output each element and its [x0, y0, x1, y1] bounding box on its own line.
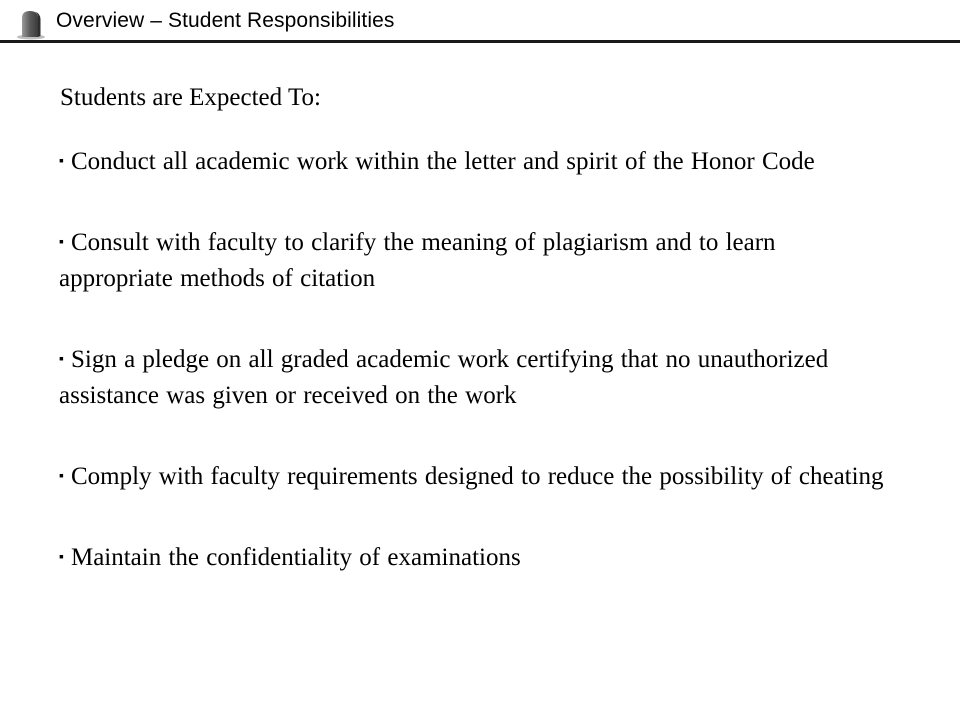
slide-header — [0, 0, 960, 44]
list-item-text: Comply with faculty requirements designed to reduce the possibility of cheating — [70, 463, 884, 490]
header-divider — [0, 40, 960, 43]
square-bullet-icon: ▪ — [59, 550, 64, 565]
list-item — [59, 225, 889, 297]
section-subtitle: Students are Expected To: — [60, 84, 321, 111]
list-item-text: Sign a pledge on all graded academic work certifying that no unauthorized assistance was given or received on the work — [59, 346, 829, 409]
square-bullet-icon: ▪ — [59, 154, 64, 169]
list-item — [59, 459, 889, 495]
square-bullet-icon: ▪ — [59, 235, 64, 250]
square-bullet-icon: ▪ — [59, 352, 64, 367]
list-item-text: Consult with faculty to clarify the meaning of plagiarism and to learn appropriate methods of citation — [59, 229, 776, 292]
responsibilities-list — [59, 144, 889, 621]
list-item-text: Maintain the confidentiality of examinations — [70, 544, 521, 571]
list-item-text: Conduct all academic work within the letter and spirit of the Honor Code — [70, 148, 815, 175]
page-title: Overview – Student Responsibilities — [56, 9, 395, 32]
list-item — [59, 342, 889, 414]
list-item — [59, 540, 889, 576]
tombstone-icon — [16, 8, 46, 40]
square-bullet-icon: ▪ — [59, 469, 64, 484]
list-item — [59, 144, 889, 180]
